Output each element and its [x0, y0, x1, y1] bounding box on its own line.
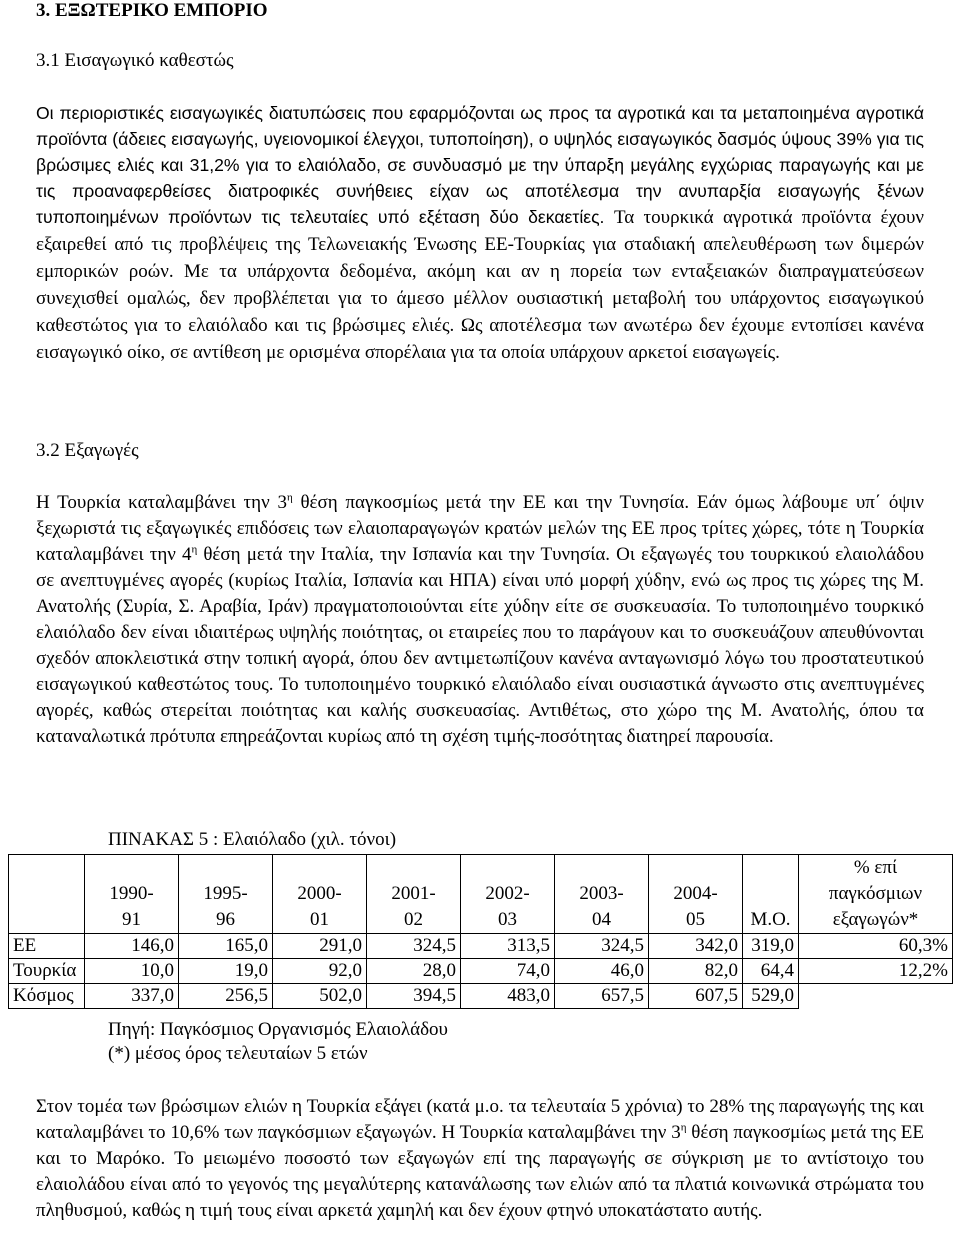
table-cell: 92,0	[273, 959, 367, 984]
table-header-row	[9, 855, 953, 934]
table-cell: 313,5	[461, 934, 555, 959]
table-cell: 165,0	[179, 934, 273, 959]
table-header-cell: 2002- 03	[461, 855, 555, 934]
table-row	[9, 959, 953, 984]
table-cell: 74,0	[461, 959, 555, 984]
table-cell: 607,5	[649, 984, 743, 1009]
paragraph-exports	[36, 490, 924, 750]
table-header-cell: 1990- 91	[85, 855, 179, 934]
table-row	[9, 934, 953, 959]
table-header-cell: 1995- 96	[179, 855, 273, 934]
table-header-cell: 2001- 02	[367, 855, 461, 934]
table-cell: 64,4	[743, 959, 799, 984]
table-cell	[799, 984, 953, 1009]
ordinal-superscript: η	[286, 491, 293, 504]
section-title: 3. ΕΞΩΤΕΡΙΚΟ ΕΜΠΟΡΙΟ	[36, 0, 268, 21]
paragraph-import-regime-part2-inline: Τα τουρκικά αγροτικά προϊόντα έχουν εξαιρεθεί από τις προβλέψεις της Τελωνειακής Ένωσης ΕΕ-Τουρκίας για σταδιακή απελευθέρωση των διμερών εμπορικών ροών. Με τα υπάρχοντα δεδομένα, ακόμη και αν η πορεία των ενταξειακών διαπραγματεύσεων συνεχισθεί ομαλώς, δεν προβλέπεται για το άμεσο μέλλον ουσιαστική μεταβολή του υπάρχοντος εισαγωγικού καθεστώτος για το ελαιόλαδο και τις βρώσιμες ελιές. Ως αποτέλεσμα των ανωτέρω δεν έχουμε εντοπίσει κανένα εισαγωγικό οίκο, σε αντίθεση με ορισμένα σπορέλαια για τα οποία υπάρχουν αρκετοί εισαγωγείς.	[36, 207, 924, 363]
table-cell: 502,0	[273, 984, 367, 1009]
subsection-title-exports: 3.2 Εξαγωγές	[36, 440, 139, 461]
table-cell: 82,0	[649, 959, 743, 984]
table-row-label: ΕΕ	[9, 934, 85, 959]
table-cell: 60,3%	[799, 934, 953, 959]
paragraph-import-regime	[36, 100, 924, 366]
paragraph-table-olives-text-b: θέση παγκοσμίως μετά της ΕΕ και το Μαρόκο. Το μειωμένο ποσοστό των εξαγωγών επί της παραγωγής σε σύγκριση με το αντίστοιχο του ελαιολάδου είναι από το γεγονός της μεγαλύτερης κατανάλωσης των ελιών από τα πλατιά κοινωνικά στρώματα του πληθυσμού, καθώς η τιμή τους είναι αρκετά χαμηλή και δεν έχουν φτηνό υποκατάστατο αυτής.	[36, 1122, 925, 1221]
paragraph-import-regime-part1: Οι περιοριστικές εισαγωγικές διατυπώσεις που εφαρμόζονται ως προς τα αγροτικά και τα μεταποιημένα αγροτικά προϊόντα (άδειες εισαγωγής, υγειονομικοί έλεγχοι, τυποποίηση), ο υψηλός εισαγωγικός δασμός ύψους 39% για τις βρώσιμες ελιές και 31,2% για το ελαιόλαδο, σε συνδυασμό με την ύπαρξη μεγάλης εγχώριας παραγωγής και με τις προαναφερθείσες διατροφικές συνήθειες είχαν ως αποτέλεσμα την ανυπαρξία εισαγωγής ξένων τυποποιημένων προϊόντων τις τελευταίες υπό εξέταση δύο δεκαετίες.	[36, 103, 924, 227]
paragraph-table-olives-text-a: Στον τομέα των βρώσιμων ελιών η Τουρκία εξάγει (κατά μ.ο. τα τελευταία 5 χρόνια) το 28% της παραγωγής της και καταλαμβάνει το 10,6% των παγκόσμιων εξαγωγών. Η Τουρκία καταλαμβάνει την 3	[36, 1096, 924, 1143]
paragraph-exports-text-a: Η Τουρκία καταλαμβάνει την 3	[36, 492, 287, 513]
table-header-cell: % επί παγκόσμιων εξαγωγών*	[799, 855, 953, 934]
table-cell: 28,0	[367, 959, 461, 984]
table-source: Πηγή: Παγκόσμιος Οργανισμός Ελαιολάδου	[108, 1019, 448, 1040]
table-row	[9, 984, 953, 1009]
table-cell: 19,0	[179, 959, 273, 984]
table-cell: 394,5	[367, 984, 461, 1009]
table-cell: 12,2%	[799, 959, 953, 984]
table-header-cell: 2000- 01	[273, 855, 367, 934]
subsection-title-import-regime: 3.1 Εισαγωγικό καθεστώς	[36, 50, 234, 71]
table-cell: 319,0	[743, 934, 799, 959]
table-cell: 324,5	[555, 934, 649, 959]
table-cell: 46,0	[555, 959, 649, 984]
table-header-cell: 2003- 04	[555, 855, 649, 934]
table-cell: 10,0	[85, 959, 179, 984]
table-cell: 291,0	[273, 934, 367, 959]
table-cell: 657,5	[555, 984, 649, 1009]
table-row-label: Κόσμος	[9, 984, 85, 1009]
table-cell: 337,0	[85, 984, 179, 1009]
table-footnote: (*) μέσος όρος τελευταίων 5 ετών	[108, 1043, 368, 1064]
olive-oil-table	[8, 854, 953, 1009]
table-cell: 529,0	[743, 984, 799, 1009]
paragraph-table-olives	[36, 1094, 924, 1224]
ordinal-superscript: η	[191, 543, 198, 556]
table-caption: ΠΙΝΑΚΑΣ 5 : Ελαιόλαδο (χιλ. τόνοι)	[108, 829, 397, 850]
table-header-cell: Μ.Ο.	[743, 855, 799, 934]
ordinal-superscript: η	[680, 1121, 687, 1134]
table-cell: 146,0	[85, 934, 179, 959]
paragraph-exports-text-b: θέση παγκοσμίως μετά την ΕΕ και την Τυνησία. Εάν όμως λάβουμε υπ΄ όψιν ξεχωριστά τις εξαγωγικές επιδόσεις των ελαιοπαραγωγών κρατών μελών της ΕΕ προς τρίτες χώρες, τότε η Τουρκία καταλαμβάνει την 4	[36, 492, 924, 565]
table-row-label: Τουρκία	[9, 959, 85, 984]
table-header-cell: 2004- 05	[649, 855, 743, 934]
table-cell: 483,0	[461, 984, 555, 1009]
table-cell: 342,0	[649, 934, 743, 959]
table-cell: 256,5	[179, 984, 273, 1009]
table-cell: 324,5	[367, 934, 461, 959]
paragraph-exports-text-c: θέση μετά την Ιταλία, την Ισπανία και την Τυνησία. Οι εξαγωγές του τουρκικού ελαιολάδου σε ανεπτυγμένες αγορές (κυρίως Ιταλία, Ισπανία και ΗΠΑ) είναι υπό μορφή χύδην, ενώ ως προς τις χώρες της Μ. Ανατολής (Συρία, Σ. Αραβία, Ιράν) πραγματοποιούνται είτε χύδην είτε σε συσκευασία. Το τυποποιημένο τουρκικό ελαιόλαδο δεν είναι ιδιαιτέρως υψηλής ποιότητας, οι εταιρείες που το παράγουν και το συσκευάζουν απευθύνονται σχεδόν αποκλειστικά στην τοπική αγορά, όπου δεν αντιμετωπίζουν κανένα ανταγωνισμό λόγω του προστατευτικού εισαγωγικού καθεστώτος τους. Το τυποποιημένο τουρκικό ελαιόλαδο είναι ουσιαστικά άγνωστο στις ανεπτυγμένες αγορές, καθώς στερείται ποιότητας και καλής συσκευασίας. Αντιθέτως, στο χώρο της Μ. Ανατολής, όπου τα καταναλωτικά πρότυπα επηρεάζονται κυρίως από τη σχέση τιμής-ποσότητας διατηρεί παρουσία.	[36, 544, 924, 747]
table-header-cell	[9, 855, 85, 934]
